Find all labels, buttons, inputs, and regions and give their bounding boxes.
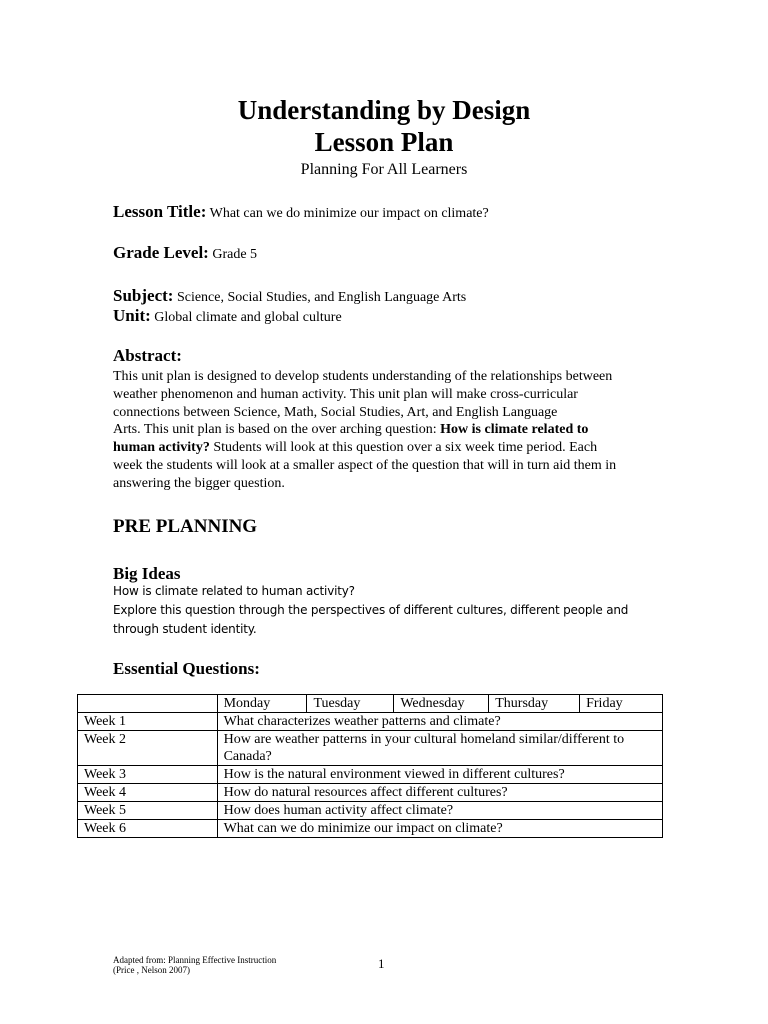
- day-header-monday: Monday: [217, 695, 307, 713]
- day-header-wednesday: Wednesday: [394, 695, 489, 713]
- abstract-line: This unit plan is designed to develop students understanding of the relationships between: [113, 369, 613, 384]
- document-subtitle: Planning For All Learners: [300, 161, 468, 178]
- abstract-text: Arts. This unit plan is based on the over arching question:: [113, 422, 441, 438]
- footer-source: [113, 955, 276, 975]
- subject-label: Subject:: [113, 286, 174, 305]
- abstract-text: Students will look at this question over a six week time period. Each: [209, 440, 598, 456]
- week-question: How do natural resources affect different cultures?: [217, 784, 662, 802]
- document-title: Understanding by Design: [237, 95, 531, 125]
- abstract-line: [113, 439, 673, 457]
- abstract-line: answering the bigger question.: [113, 475, 285, 491]
- footer-source-line: (Price , Nelson 2007): [113, 965, 190, 975]
- table-row: [78, 766, 663, 784]
- abstract-line: [113, 421, 673, 439]
- week-label: Week 6: [78, 820, 218, 838]
- abstract-line: week the students will look at a smaller aspect of the question that will in turn aid them in: [113, 457, 617, 473]
- week-question: How is the natural environment viewed in different cultures?: [217, 766, 662, 784]
- table-header-row: [78, 695, 663, 713]
- unit-field: [113, 306, 342, 326]
- unit-value: Global climate and global culture: [154, 310, 342, 325]
- week-label: Week 4: [78, 784, 218, 802]
- unit-label: Unit:: [113, 306, 151, 325]
- week-question: How are weather patterns in your cultural homeland similar/different to Canada?: [217, 731, 662, 766]
- abstract-key-question: How is climate related to: [440, 422, 589, 438]
- big-ideas-line: Explore this question through the perspectives of different cultures, different people and: [113, 603, 629, 617]
- grade-level-field: [113, 243, 257, 263]
- subject-value: Science, Social Studies, and English Language Arts: [176, 290, 467, 305]
- day-header-thursday: Thursday: [489, 695, 580, 713]
- table-row: [78, 802, 663, 820]
- table-row: [78, 731, 663, 766]
- pre-planning-heading: PRE PLANNING: [113, 516, 258, 537]
- lesson-title-field: [113, 202, 489, 222]
- essential-questions-table: [77, 694, 663, 838]
- abstract-line: weather phenomenon and human activity. This unit plan will make cross-curricular: [113, 386, 578, 402]
- big-ideas-heading: Big Ideas: [113, 564, 181, 583]
- day-header-tuesday: Tuesday: [307, 695, 394, 713]
- grade-level-value: Grade 5: [212, 247, 258, 262]
- table-row: [78, 713, 663, 731]
- big-ideas-line: How is climate related to human activity?: [113, 584, 355, 598]
- week-question: What characterizes weather patterns and climate?: [217, 713, 662, 731]
- week-label: Week 5: [78, 802, 218, 820]
- week-label: Week 3: [78, 766, 218, 784]
- page-number: 1: [378, 956, 385, 971]
- day-header-friday: Friday: [580, 695, 663, 713]
- abstract-line: connections between Science, Math, Social Studies, Art, and English Language: [113, 404, 558, 420]
- lesson-title-label: Lesson Title:: [113, 202, 207, 221]
- table-row: [78, 820, 663, 838]
- big-ideas-line: through student identity.: [113, 622, 257, 636]
- essential-questions-heading: Essential Questions:: [113, 659, 260, 678]
- abstract-key-question-end: human activity?: [113, 440, 210, 456]
- subject-field: [113, 286, 466, 306]
- week-question: What can we do minimize our impact on climate?: [217, 820, 662, 838]
- table-row: [78, 784, 663, 802]
- abstract-heading: Abstract:: [113, 346, 182, 365]
- document-title-line2: Lesson Plan: [314, 127, 454, 157]
- week-label: Week 2: [78, 731, 218, 766]
- week-label: Week 1: [78, 713, 218, 731]
- week-question: How does human activity affect climate?: [217, 802, 662, 820]
- footer-source-line: Adapted from: Planning Effective Instruction: [113, 955, 277, 965]
- table-cell-empty: [78, 695, 218, 713]
- abstract-paragraph: [113, 368, 673, 493]
- grade-level-label: Grade Level:: [113, 243, 209, 262]
- lesson-title-value: What can we do minimize our impact on climate?: [209, 206, 489, 221]
